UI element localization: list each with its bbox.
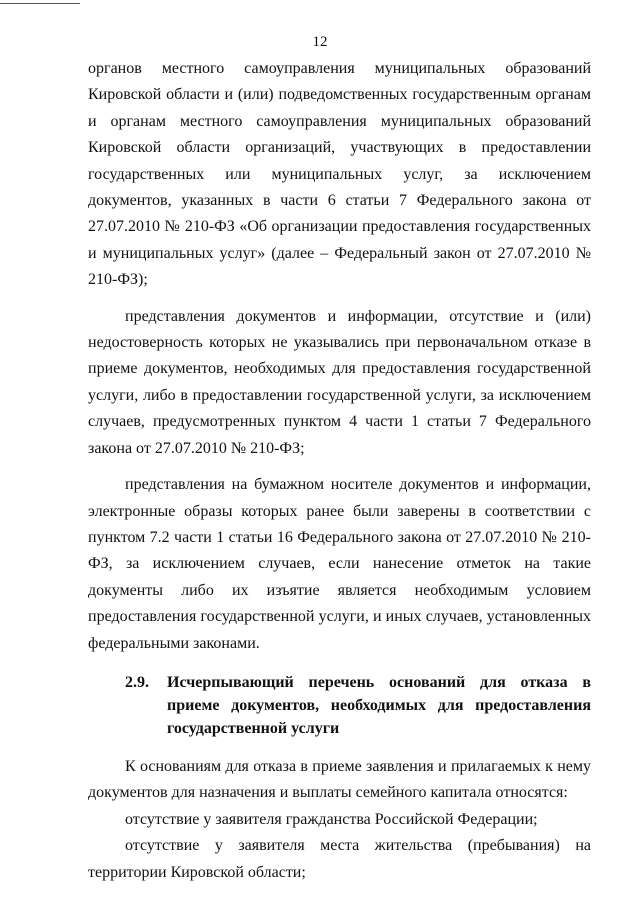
paragraph-continuation: органов местного самоуправления муниципальных образований Кировской области и (или) подведомственных государственным органам и органам местного самоуправления муниципальных образований Кировской области организаций, участвующих в предоставлении государственных или муниципальных услуг, за исключением документов, указанных в части 6 статьи 7 Федерального закона от 27.07.2010 № 210-ФЗ «Об организации предоставления государственных и муниципальных услуг» (далее – Федеральный закон от 27.07.2010 № 210-ФЗ); bbox=[88, 60, 591, 289]
paragraph: представления документов и информации, отсутствие и (или) недостоверность которых не указывались при первоначальном отказе в приеме документов, необходимых для предоставления государственной услуги, либо в предоставлении государственной услуги, за исключением случаев, предусмотренных пунктом 4 части 1 статьи 7 Федерального закона от 27.07.2010 № 210-ФЗ; bbox=[88, 307, 591, 457]
corner-line bbox=[0, 3, 80, 4]
list-item: отсутствие у заявителя гражданства Российской Федерации; bbox=[125, 810, 538, 828]
paragraph: К основаниям для отказа в приеме заявления и прилагаемых к нему документов для назначения и выплаты семейного капитала относятся: bbox=[88, 757, 591, 802]
list-item: отсутствие у заявителя места жительства (пребывания) на территории Кировской области; bbox=[88, 837, 591, 881]
document-body bbox=[88, 56, 591, 886]
section-heading bbox=[88, 671, 591, 740]
section-title: Исчерпывающий перечень оснований для отказа в приеме документов, необходимых для предоставления государственной услуги bbox=[167, 673, 591, 737]
page-number: 12 bbox=[312, 34, 328, 50]
paragraph: представления на бумажном носителе документов и информации, электронные образы которых ранее были заверены в соответствии с пунктом 7.2 части 1 статьи 16 Федерального закона от 27.07.2010 № 210-ФЗ, за исключением случаев, если нанесение отметок на такие документы либо их изъятие является необходимым условием предоставления государственной услуги, и иных случаев, установленных федеральными законами. bbox=[88, 476, 591, 652]
section-number: 2.9. bbox=[125, 673, 149, 691]
